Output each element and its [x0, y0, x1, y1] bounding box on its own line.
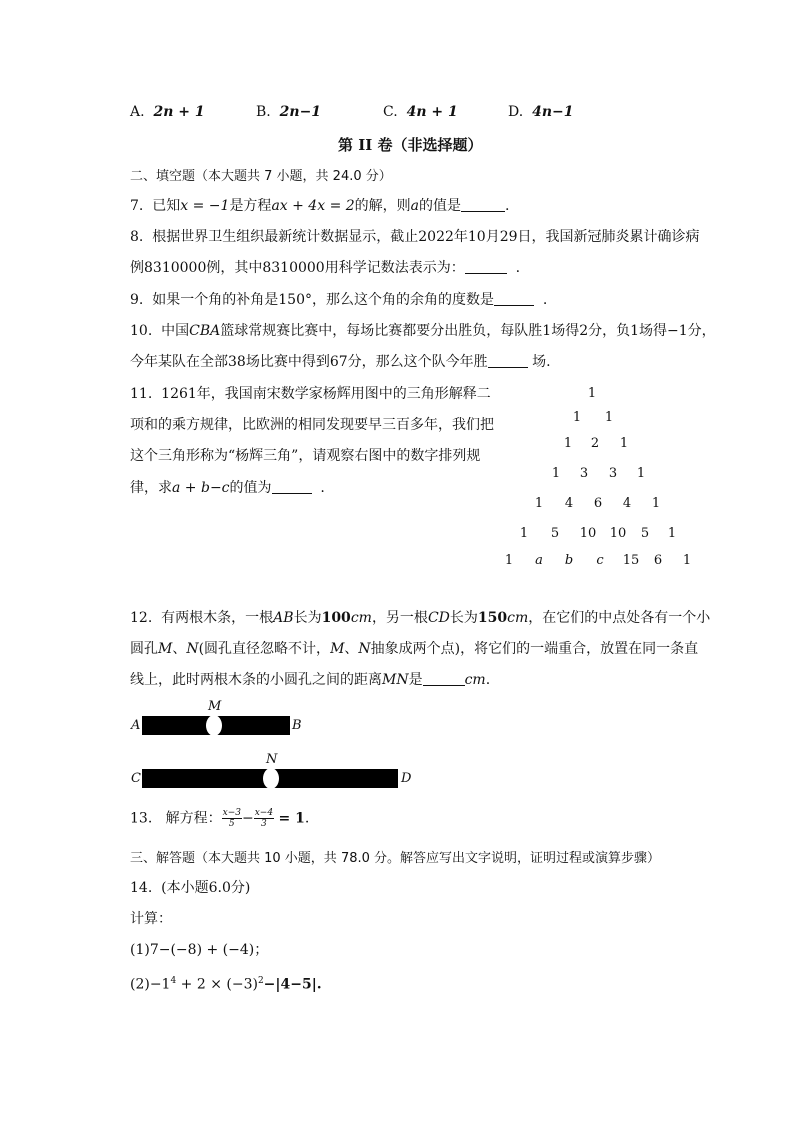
tri-cell: 2: [590, 436, 600, 451]
tri-cell: 4: [622, 496, 632, 511]
tri-cell: 6: [653, 553, 663, 568]
label-c: C: [131, 771, 141, 786]
hole-n: [263, 768, 279, 789]
tri-cell: 10: [609, 526, 627, 541]
tri-cell: 10: [579, 526, 597, 541]
section-3-header: 三、解答题（本大题共 10 小题，共 78.0 分。解答应写出文字说明，证明过程或演算步骤）: [130, 851, 661, 866]
question-11-line-3: 这个三角形称为“杨辉三角”，请观察右图中的数字排列规: [130, 448, 481, 464]
tri-cell: 1: [572, 410, 582, 425]
tri-cell: 1: [682, 553, 692, 568]
label-b: B: [292, 718, 302, 733]
answer-blank[interactable]: [465, 259, 507, 274]
answer-blank[interactable]: [494, 291, 534, 306]
tri-cell: b: [564, 553, 574, 568]
label-m: M: [208, 699, 222, 714]
label-a: A: [131, 718, 141, 733]
question-14-part-1: (1)7−(−8) + (−4)；: [130, 942, 269, 958]
question-12-line-2: 圆孔M、N(圆孔直径忽略不计，M、N抽象成两个点)，将它们的一端重合，放置在同一条直: [130, 641, 699, 657]
question-7: 7. 已知x = −1是方程ax + 4x = 2的解，则a的值是 .: [130, 198, 510, 214]
tri-cell: 3: [579, 466, 589, 481]
label-d: D: [401, 771, 412, 786]
answer-blank[interactable]: [488, 353, 528, 368]
question-14-header: 14. (本小题6.0分): [130, 880, 251, 896]
choice-d: D. 4n−1: [508, 104, 574, 120]
question-9: 9. 如果一个角的补角是150°，那么这个角的余角的度数是 .: [130, 292, 548, 308]
question-11-line-2: 项和的乘方规律，比欧洲的相同发现要早三百多年，我们把: [130, 417, 494, 433]
choice-a: A. 2n + 1: [130, 104, 205, 120]
question-10-line-2: 今年某队在全部38场比赛中得到67分，那么这个队今年胜 场.: [130, 354, 551, 370]
question-11-line-4: 律，求a + b−c的值为 .: [130, 480, 325, 496]
choice-c: C. 4n + 1: [383, 104, 458, 120]
tri-cell: 1: [519, 526, 529, 541]
tri-cell: 1: [667, 526, 677, 541]
section-2-header: 二、填空题（本大题共 7 小题，共 24.0 分）: [130, 169, 392, 184]
fraction-2: $\frac{x-4}{3}$: [254, 808, 274, 829]
tri-cell: 1: [504, 553, 514, 568]
tri-cell: 1: [587, 386, 597, 401]
tri-cell: 4: [564, 496, 574, 511]
tri-cell: 5: [640, 526, 650, 541]
answer-blank[interactable]: [272, 479, 312, 494]
tri-cell: 6: [593, 496, 603, 511]
hole-m: [206, 715, 222, 736]
question-11-line-1: 11. 1261年，我国南宋数学家杨辉用图中的三角形解释二: [130, 386, 491, 402]
question-14-part-2: $(2)-1^4 + 2 \times (-3)^2-|4-5|$.: [130, 976, 322, 993]
tri-cell: 1: [563, 436, 573, 451]
tri-cell: 15: [622, 553, 640, 568]
label-n: N: [266, 752, 278, 767]
tri-cell: c: [596, 553, 604, 568]
tri-cell: 5: [550, 526, 560, 541]
question-8-line-1: 8. 根据世界卫生组织最新统计数据显示，截止2022年10月29日，我国新冠肺炎累计确诊病: [130, 229, 700, 245]
tri-cell: 1: [636, 466, 646, 481]
choice-b: B. 2n−1: [256, 104, 322, 120]
question-12-line-3: 线上，此时两根木条的小圆孔之间的距离MN是 cm.: [130, 672, 491, 688]
tri-cell: 1: [619, 436, 629, 451]
question-8-line-2: 例8310000例，其中8310000用科学记数法表示为： .: [130, 260, 521, 276]
question-14-instruction: 计算：: [130, 911, 172, 927]
answer-blank[interactable]: [423, 671, 465, 686]
answer-blank[interactable]: [461, 197, 505, 212]
question-13: 13. 解方程： $\frac{x-3}{5}$ − $\frac{x-4}{3}$ = 1.: [130, 808, 310, 829]
question-10-line-1: 10. 中国CBA篮球常规赛比赛中，每场比赛都要分出胜负，每队胜1场得2分，负1场得−1分，: [130, 323, 716, 339]
tri-cell: 1: [551, 466, 561, 481]
question-12-line-1: 12. 有两根木条，一根AB长为100cm，另一根CD长为150cm，在它们的中点处各有一个小: [130, 610, 711, 626]
tri-cell: 1: [651, 496, 661, 511]
tri-cell: a: [535, 553, 543, 568]
fraction-1: $\frac{x-3}{5}$: [222, 808, 241, 829]
tri-cell: 3: [608, 466, 618, 481]
tri-cell: 1: [534, 496, 544, 511]
tri-cell: 1: [604, 410, 614, 425]
part-title: 第 II 卷（非选择题）: [338, 136, 483, 154]
